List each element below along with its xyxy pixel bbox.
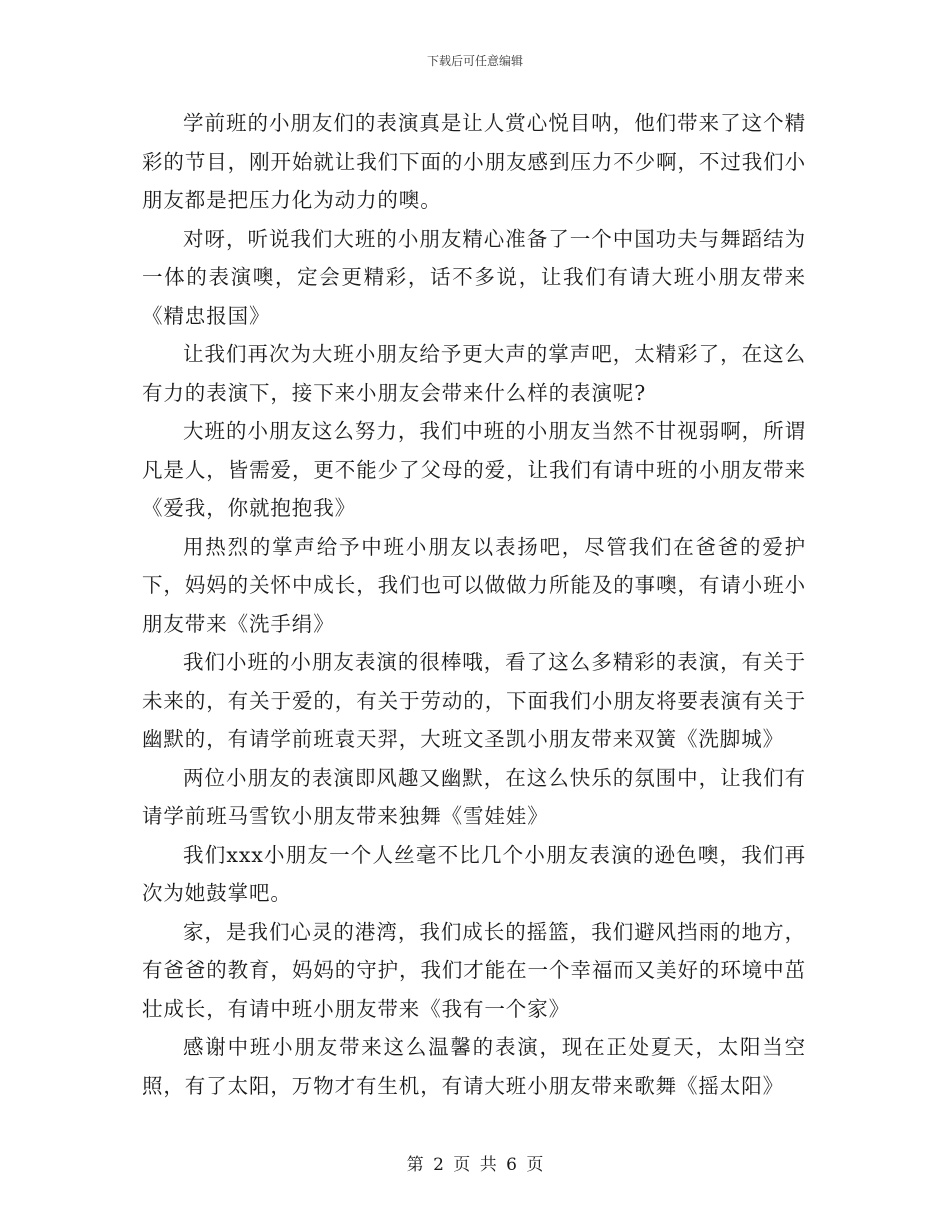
paragraph: 让我们再次为大班小朋友给予更大声的掌声吧，太精彩了，在这么有力的表演下，接下来小朋友会带来什么样的表演呢? <box>142 342 806 405</box>
document-body <box>142 104 806 1105</box>
paragraph: 我们小班的小朋友表演的很棒哦，看了这么多精彩的表演，有关于未来的，有关于爱的，有关于劳动的，下面我们小朋友将要表演有关于幽默的，有请学前班袁天羿，大班文圣凯小朋友带来双簧《洗脚城》 <box>142 650 806 751</box>
page-header-note: 下载后可任意编辑 <box>426 54 523 68</box>
paragraph: 大班的小朋友这么努力，我们中班的小朋友当然不甘视弱啊，所谓凡是人，皆需爱，更不能少了父母的爱，让我们有请中班的小朋友带来《爱我，你就抱抱我》 <box>142 419 806 520</box>
paragraph: 感谢中班小朋友带来这么温馨的表演，现在正处夏天，太阳当空照，有了太阳，万物才有生机，有请大班小朋友带来歌舞《摇太阳》 <box>142 1035 806 1098</box>
paragraph: 家，是我们心灵的港湾，我们成长的摇篮，我们避风挡雨的地方，有爸爸的教育，妈妈的守护，我们才能在一个幸福而又美好的环境中茁壮成长，有请中班小朋友带来《我有一个家》 <box>142 919 806 1021</box>
paragraph: 两位小朋友的表演即风趣又幽默，在这么快乐的氛围中，让我们有请学前班马雪钦小朋友带来独舞《雪娃娃》 <box>142 765 806 828</box>
paragraph: 我们xxx小朋友一个人丝毫不比几个小朋友表演的逊色噢，我们再次为她鼓掌吧。 <box>142 842 806 905</box>
paragraph: 对呀，听说我们大班的小朋友精心准备了一个中国功夫与舞蹈结为一体的表演噢，定会更精彩，话不多说，让我们有请大班小朋友带来《精忠报国》 <box>142 226 806 328</box>
paragraph: 学前班的小朋友们的表演真是让人赏心悦目呐，他们带来了这个精彩的节目，刚开始就让我们下面的小朋友感到压力不少啊，不过我们小朋友都是把压力化为动力的噢。 <box>142 111 806 212</box>
page-number: 第 2 页 共 6 页 <box>406 1155 544 1175</box>
paragraph: 用热烈的掌声给予中班小朋友以表扬吧，尽管我们在爸爸的爱护下，妈妈的关怀中成长，我们也可以做做力所能及的事噢，有请小班小朋友带来《洗手绢》 <box>142 534 806 636</box>
